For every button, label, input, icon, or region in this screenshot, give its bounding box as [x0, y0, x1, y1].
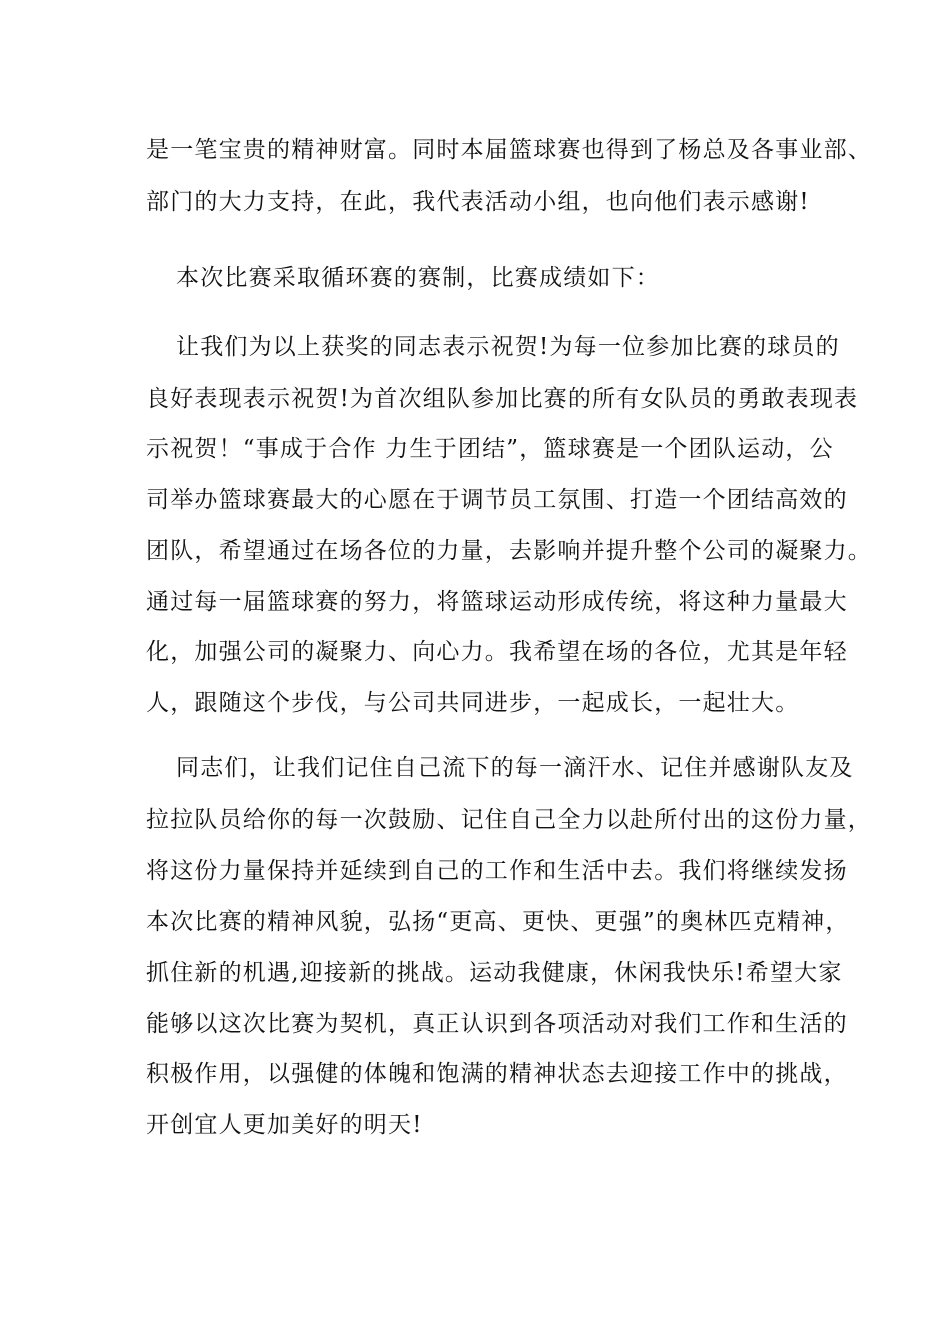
paragraph-4-line-5: 抓住新的机遇,迎接新的挑战。运动我健康，休闲我快乐!希望大家 [146, 960, 843, 986]
paragraph-3-line-6: 通过每一届篮球赛的努力，将篮球运动形成传统，将这种力量最大 [146, 589, 848, 615]
paragraph-3-line-3: 示祝贺！“事成于合作 力生于团结”，篮球赛是一个团队运动，公 [146, 436, 834, 462]
paragraph-4-line-4: 本次比赛的精神风貌，弘扬“更高、更快、更强”的奥林匹克精神， [146, 909, 850, 935]
paragraph-3-line-1: 让我们为以上获奖的同志表示祝贺!为每一位参加比赛的球员的 [176, 334, 840, 360]
paragraph-3-line-5: 团队，希望通过在场各位的力量，去影响并提升整个公司的凝聚力。 [146, 538, 872, 564]
paragraph-4-line-2: 拉拉队员给你的每一次鼓励、记住自己全力以赴所付出的这份力量， [146, 807, 872, 833]
paragraph-3-line-2: 良好表现表示祝贺!为首次组队参加比赛的所有女队员的勇敢表现表 [146, 386, 859, 412]
paragraph-4-line-3: 将这份力量保持并延续到自己的工作和生活中去。我们将继续发扬 [146, 858, 848, 884]
paragraph-4-line-6: 能够以这次比赛为契机，真正认识到各项活动对我们工作和生活的 [146, 1011, 848, 1037]
paragraph-2-line-1: 本次比赛采取循环赛的赛制，比赛成绩如下： [176, 265, 660, 291]
paragraph-4-line-7: 积极作用，以强健的体魄和饱满的精神状态去迎接工作中的挑战， [146, 1061, 848, 1087]
paragraph-3-line-8: 人，跟随这个步伐，与公司共同进步，一起成长，一起壮大。 [146, 690, 800, 716]
paragraph-1-line-1: 是一笔宝贵的精神财富。同时本届篮球赛也得到了杨总及各事业部、 [146, 137, 872, 163]
paragraph-4-line-8: 开创宜人更加美好的明天! [146, 1112, 423, 1138]
paragraph-4-line-1: 同志们，让我们记住自己流下的每一滴汗水、记住并感谢队友及 [176, 755, 854, 781]
paragraph-3-line-4: 司举办篮球赛最大的心愿在于调节员工氛围、打造一个团结高效的 [146, 487, 848, 513]
paragraph-3-line-7: 化，加强公司的凝聚力、向心力。我希望在场的各位，尤其是年轻 [146, 639, 848, 665]
paragraph-1-line-2: 部门的大力支持，在此，我代表活动小组，也向他们表示感谢! [146, 189, 810, 215]
